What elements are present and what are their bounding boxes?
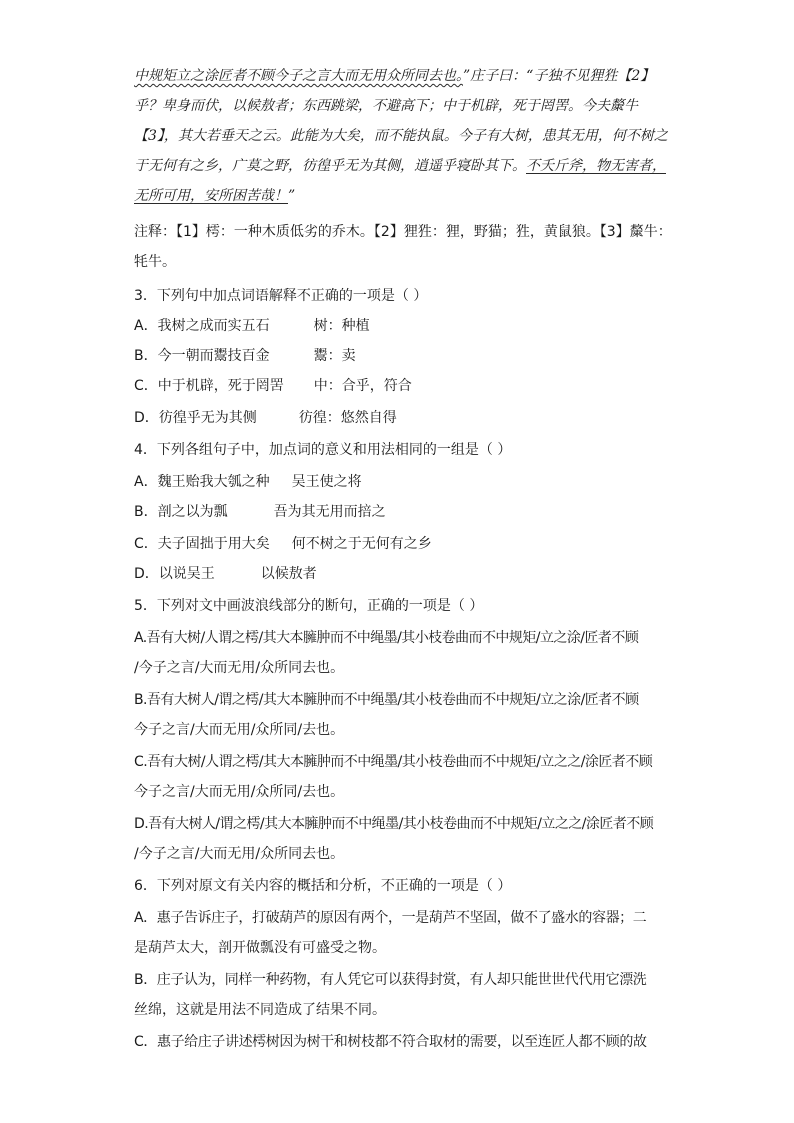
option-text: A．魏王贻我大瓠之种 [134,474,270,490]
option-text: B．剖之以为瓢 [134,504,228,520]
option-text: 吴王使之将 [291,474,362,490]
q5-option-c-line-2: 今子之言/大而无用/众所同/去也。 [134,784,345,800]
q4-option-c [134,534,432,554]
passage-line-5 [134,186,674,206]
q3-option-b [134,346,356,366]
q5-option-b-line-1: B.吾有大树人/谓之樗/其大本臃肿而不中绳墨/其小枝卷曲而不中规矩/立之涂/匠者不顾 [134,692,639,708]
q6-option-c-line-1: C．惠子给庄子讲述樗树因为树干和树枝都不符合取材的需要，以至连匠人都不顾的故 [134,1034,647,1050]
passage-line-2: 乎？卑身而伏，以候敖者；东西跳梁，不避高下；中于机辟，死于罔罟。今夫斄牛 [134,98,638,114]
option-text: 吾为其无用而掊之 [273,504,386,520]
passage-text: ” [288,188,296,204]
underlined-text: 无所可用，安所困苦哉！ [134,188,288,204]
q5-option-d-line-1: D.吾有大树人/谓之樗/其大本臃肿而不中绳墨/其小枝卷曲而不中规矩/立之之/涂匠者不顾 [134,816,654,832]
option-gloss: 鬻：卖 [313,348,356,364]
passage-text: ”庄子曰：“子独不见狸狌【2】 [463,68,655,84]
notes-line-1: 注释：【1】樗：一种木质低劣的乔木。【2】狸狌：狸，野猫；狌，黄鼠狼。【3】斄牛： [134,224,672,240]
option-gloss: 彷徨：悠然自得 [298,410,397,426]
wavy-underlined-text: 中规矩立之涂匠者不顾今子之言大而无用众所同去也。 [134,68,463,84]
passage-line-1 [134,66,674,86]
option-text: C．中于机辟，死于罔罟 [134,378,284,394]
q3-option-d [134,408,397,428]
q6-option-a-line-1: A．惠子告诉庄子，打破葫芦的原因有两个，一是葫芦不坚固，做不了盛水的容器；二 [134,910,647,926]
option-text: D．以说吴王 [134,566,215,582]
option-text: 何不树之于无何有之乡 [291,536,432,552]
q5-option-b-line-2: 今子之言/大而无用/众所同/去也。 [134,722,345,738]
q6-option-b-line-1: B．庄子认为，同样一种药物，有人凭它可以获得封赏，有人却只能世世代代用它漂洗 [134,972,647,988]
q5-option-d-line-2: /今子之言/大而无用/众所同去也。 [134,846,345,862]
q3-option-c [134,376,412,396]
passage-line-4 [134,156,674,176]
passage-line-3: 【3】，其大若垂天之云。此能为大矣，而不能执鼠。今子有大树，患其无用，何不树之 [134,128,668,144]
option-text: C．夫子固拙于用大矣 [134,536,270,552]
q5-option-c-line-1: C.吾有大树/人谓之樗/其大本臃肿而不中绳墨/其小枝卷曲而不中规矩/立之之/涂匠者不顾 [134,754,653,770]
question-6-stem: 6．下列对原文有关内容的概括和分析，不正确的一项是（ ） [134,878,512,894]
option-text: A．我树之成而实五石 [134,318,270,334]
notes-line-2: 牦牛。 [134,254,176,270]
q6-option-b-line-2: 丝绵，这就是用法不同造成了结果不同。 [134,1002,386,1018]
question-4-stem: 4．下列各组句子中，加点词的意义和用法相同的一组是（ ） [134,442,512,458]
q4-option-d [134,564,317,584]
q4-option-b [134,502,386,522]
question-3-stem: 3．下列句中加点词语解释不正确的一项是（ ） [134,288,428,304]
option-text: D．彷徨乎无为其侧 [134,410,257,426]
underlined-text: 不夭斤斧，物无害者， [526,158,666,174]
option-text: 以候敖者 [260,566,317,582]
option-gloss: 中：合乎，符合 [313,378,412,394]
q5-option-a-line-2: /今子之言/大而无用/众所同去也。 [134,660,345,676]
passage-text: 于无何有之乡，广莫之野，彷徨乎无为其侧，逍遥乎寝卧其下。 [134,158,526,174]
option-gloss: 树：种植 [313,318,370,334]
q3-option-a [134,316,370,336]
q6-option-a-line-2: 是葫芦太大，剖开做瓢没有可盛受之物。 [134,940,386,956]
option-text: B．今一朝而鬻技百金 [134,348,270,364]
question-5-stem: 5．下列对文中画波浪线部分的断句，正确的一项是（ ） [134,598,484,614]
q5-option-a-line-1: A.吾有大树/人谓之樗/其大本臃肿而不中绳墨/其小枝卷曲而不中规矩/立之涂/匠者不顾 [134,630,639,646]
q4-option-a [134,472,362,492]
